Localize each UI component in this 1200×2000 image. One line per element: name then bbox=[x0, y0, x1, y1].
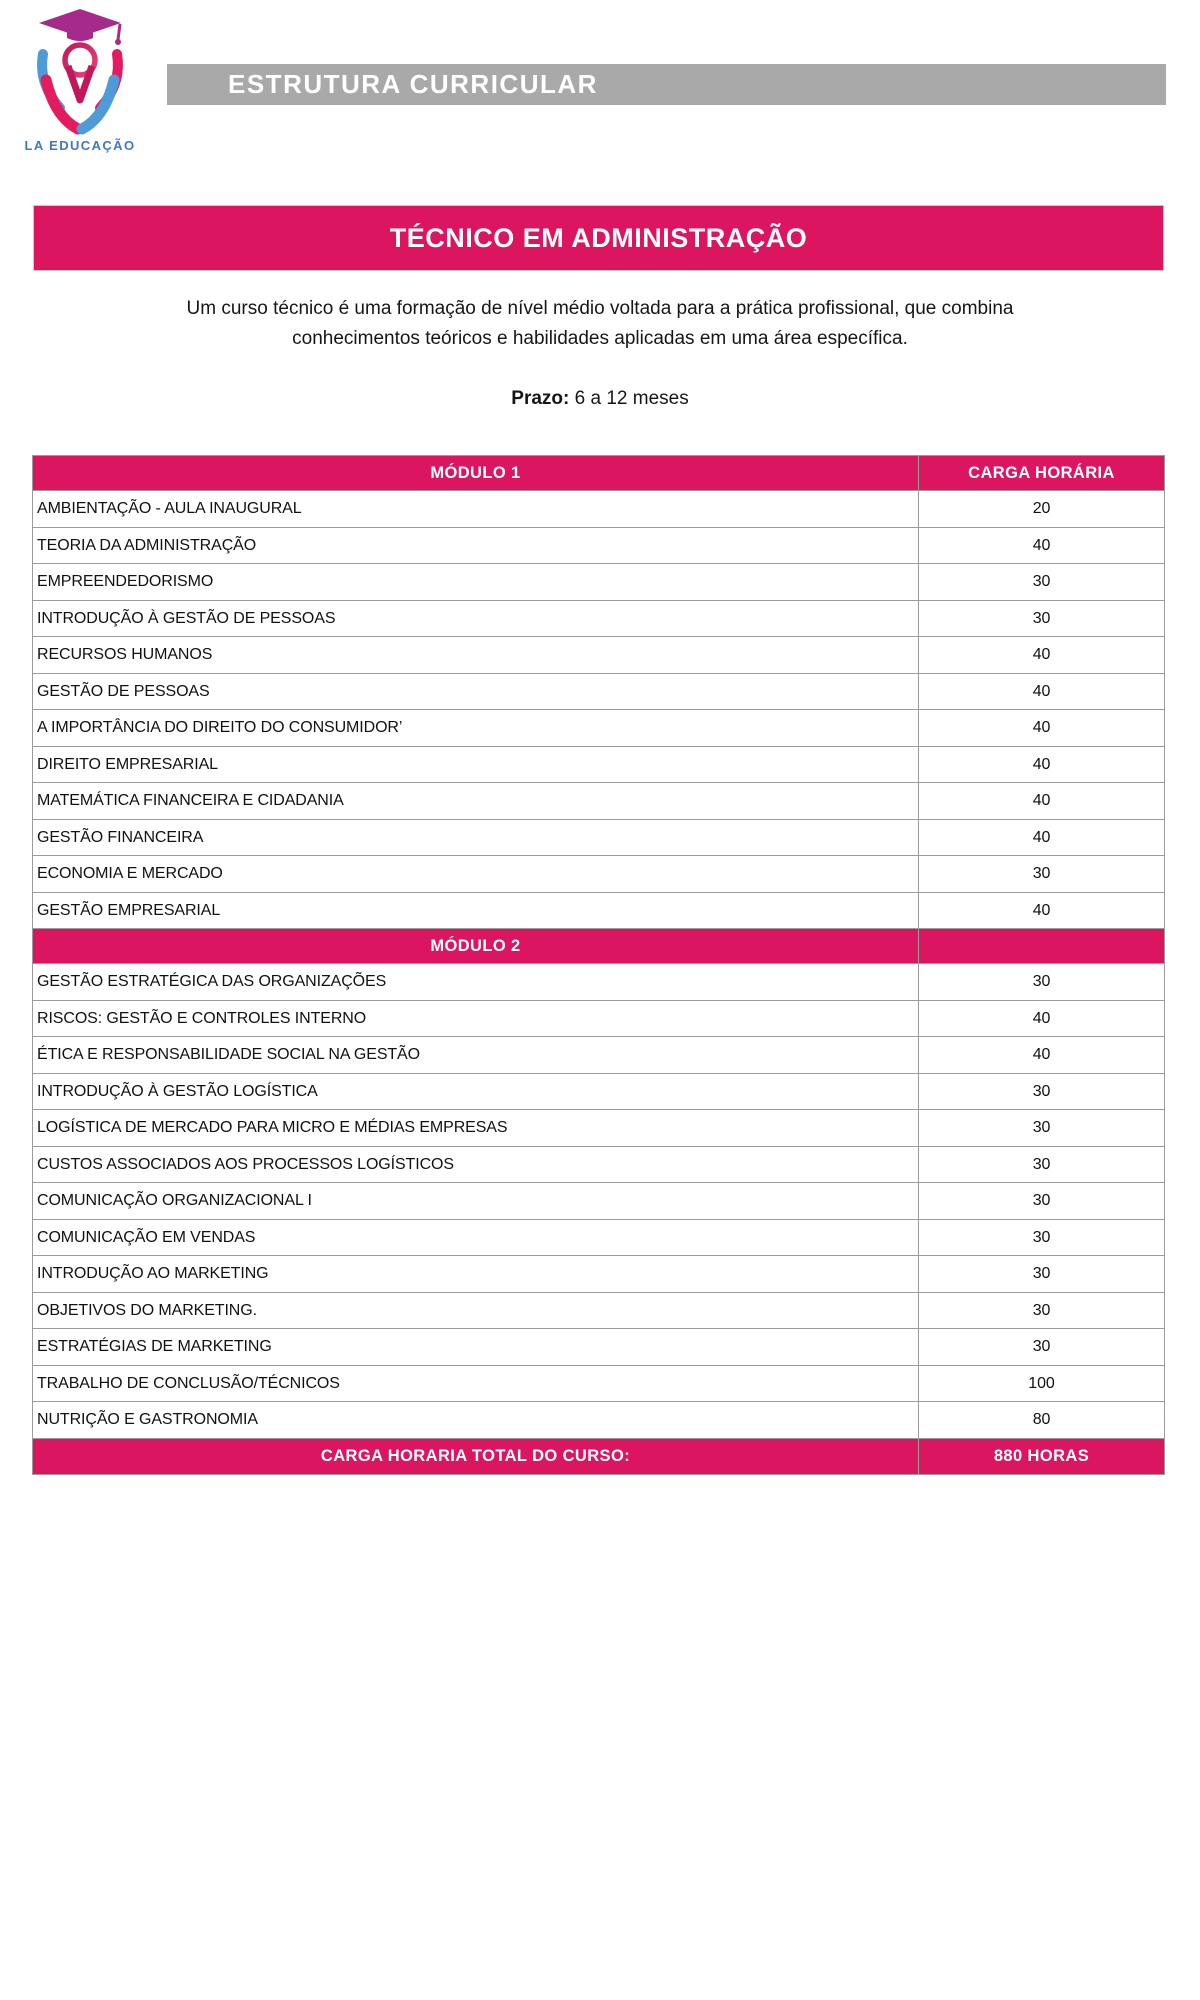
table-row bbox=[33, 746, 1165, 783]
course-name: INTRODUÇÃO À GESTÃO LOGÍSTICA bbox=[33, 1073, 919, 1110]
table-row bbox=[33, 1037, 1165, 1074]
course-hours: 30 bbox=[919, 964, 1165, 1001]
course-title-banner bbox=[33, 205, 1164, 271]
graduation-cap-icon bbox=[39, 9, 121, 45]
table-row bbox=[33, 1329, 1165, 1366]
course-hours: 40 bbox=[919, 746, 1165, 783]
module1-header-cell: MÓDULO 1 bbox=[33, 456, 919, 491]
course-hours: 30 bbox=[919, 856, 1165, 893]
table-row bbox=[33, 1146, 1165, 1183]
module2-header-cell: MÓDULO 2 bbox=[33, 929, 919, 964]
table-row bbox=[33, 856, 1165, 893]
course-hours: 30 bbox=[919, 1110, 1165, 1147]
course-hours: 40 bbox=[919, 783, 1165, 820]
table-row bbox=[33, 527, 1165, 564]
duration-value: 6 a 12 meses bbox=[569, 388, 689, 409]
course-hours: 30 bbox=[919, 1073, 1165, 1110]
course-description bbox=[60, 294, 1140, 354]
course-hours: 30 bbox=[919, 1329, 1165, 1366]
hours-header-cell: CARGA HORÁRIA bbox=[919, 456, 1165, 491]
table-header-row bbox=[33, 456, 1165, 491]
duration-label: Prazo: bbox=[511, 388, 570, 409]
course-name: EMPREENDEDORISMO bbox=[33, 564, 919, 601]
table-row bbox=[33, 1000, 1165, 1037]
section-banner bbox=[167, 64, 1166, 105]
course-hours: 40 bbox=[919, 819, 1165, 856]
course-hours: 30 bbox=[919, 1219, 1165, 1256]
course-name: GESTÃO EMPRESARIAL bbox=[33, 892, 919, 929]
course-hours: 40 bbox=[919, 527, 1165, 564]
section-banner-label: ESTRUTURA CURRICULAR bbox=[228, 69, 598, 99]
course-name: DIREITO EMPRESARIAL bbox=[33, 746, 919, 783]
table-row bbox=[33, 491, 1165, 528]
la-educacao-logo bbox=[22, 4, 138, 156]
course-name: INTRODUÇÃO AO MARKETING bbox=[33, 1256, 919, 1293]
table-row bbox=[33, 1256, 1165, 1293]
course-hours: 40 bbox=[919, 673, 1165, 710]
module1-rows bbox=[33, 491, 1165, 929]
course-name: INTRODUÇÃO À GESTÃO DE PESSOAS bbox=[33, 600, 919, 637]
table-row bbox=[33, 1110, 1165, 1147]
module2-header-row bbox=[33, 929, 1165, 964]
course-name: A IMPORTÂNCIA DO DIREITO DO CONSUMIDOR’ bbox=[33, 710, 919, 747]
course-name: OBJETIVOS DO MARKETING. bbox=[33, 1292, 919, 1329]
course-name: RISCOS: GESTÃO E CONTROLES INTERNO bbox=[33, 1000, 919, 1037]
course-hours: 30 bbox=[919, 1292, 1165, 1329]
course-name: TRABALHO DE CONCLUSÃO/TÉCNICOS bbox=[33, 1365, 919, 1402]
course-name: MATEMÁTICA FINANCEIRA E CIDADANIA bbox=[33, 783, 919, 820]
student-figure-icon bbox=[42, 45, 118, 129]
total-value-cell: 880 HORAS bbox=[919, 1438, 1165, 1474]
course-name: LOGÍSTICA DE MERCADO PARA MICRO E MÉDIAS EMPRESAS bbox=[33, 1110, 919, 1147]
total-label-cell: CARGA HORARIA TOTAL DO CURSO: bbox=[33, 1438, 919, 1474]
table-row bbox=[33, 1402, 1165, 1439]
course-name: AMBIENTAÇÃO - AULA INAUGURAL bbox=[33, 491, 919, 528]
logo-graphic bbox=[24, 4, 136, 136]
table-row bbox=[33, 637, 1165, 674]
course-hours: 40 bbox=[919, 710, 1165, 747]
course-name: ECONOMIA E MERCADO bbox=[33, 856, 919, 893]
course-description-line1: Um curso técnico é uma formação de nível médio voltada para a prática profissional, que combina bbox=[186, 298, 1014, 319]
course-hours: 30 bbox=[919, 1183, 1165, 1220]
module2-rows bbox=[33, 964, 1165, 1439]
course-hours: 20 bbox=[919, 491, 1165, 528]
curriculum-table bbox=[32, 455, 1165, 1475]
course-name: TEORIA DA ADMINISTRAÇÃO bbox=[33, 527, 919, 564]
course-hours: 80 bbox=[919, 1402, 1165, 1439]
table-row bbox=[33, 1365, 1165, 1402]
course-name: COMUNICAÇÃO EM VENDAS bbox=[33, 1219, 919, 1256]
table-row bbox=[33, 1073, 1165, 1110]
table-row bbox=[33, 600, 1165, 637]
logo-wordmark: LA EDUCAÇÃO bbox=[24, 138, 136, 153]
module2-header-empty-cell bbox=[919, 929, 1165, 964]
course-hours: 40 bbox=[919, 1000, 1165, 1037]
table-row bbox=[33, 783, 1165, 820]
table-row bbox=[33, 564, 1165, 601]
course-name: RECURSOS HUMANOS bbox=[33, 637, 919, 674]
course-name: GESTÃO ESTRATÉGICA DAS ORGANIZAÇÕES bbox=[33, 964, 919, 1001]
course-hours: 40 bbox=[919, 892, 1165, 929]
course-name: ESTRATÉGIAS DE MARKETING bbox=[33, 1329, 919, 1366]
course-hours: 30 bbox=[919, 1146, 1165, 1183]
table-total-row bbox=[33, 1438, 1165, 1474]
course-hours: 30 bbox=[919, 564, 1165, 601]
course-name: COMUNICAÇÃO ORGANIZACIONAL I bbox=[33, 1183, 919, 1220]
course-hours: 40 bbox=[919, 637, 1165, 674]
table-row bbox=[33, 1183, 1165, 1220]
table-row bbox=[33, 710, 1165, 747]
table-row bbox=[33, 673, 1165, 710]
course-hours: 30 bbox=[919, 1256, 1165, 1293]
duration-line bbox=[0, 388, 1200, 410]
course-name: CUSTOS ASSOCIADOS AOS PROCESSOS LOGÍSTICOS bbox=[33, 1146, 919, 1183]
table-row bbox=[33, 964, 1165, 1001]
course-description-line2: conhecimentos teóricos e habilidades aplicadas em uma área específica. bbox=[292, 328, 908, 349]
course-name: NUTRIÇÃO E GASTRONOMIA bbox=[33, 1402, 919, 1439]
table-row bbox=[33, 892, 1165, 929]
table-row bbox=[33, 1219, 1165, 1256]
table-row bbox=[33, 819, 1165, 856]
course-name: GESTÃO FINANCEIRA bbox=[33, 819, 919, 856]
course-hours: 100 bbox=[919, 1365, 1165, 1402]
table-row bbox=[33, 1292, 1165, 1329]
course-name: ÉTICA E RESPONSABILIDADE SOCIAL NA GESTÃO bbox=[33, 1037, 919, 1074]
course-name: GESTÃO DE PESSOAS bbox=[33, 673, 919, 710]
course-title: TÉCNICO EM ADMINISTRAÇÃO bbox=[389, 223, 808, 253]
course-hours: 30 bbox=[919, 600, 1165, 637]
course-hours: 40 bbox=[919, 1037, 1165, 1074]
